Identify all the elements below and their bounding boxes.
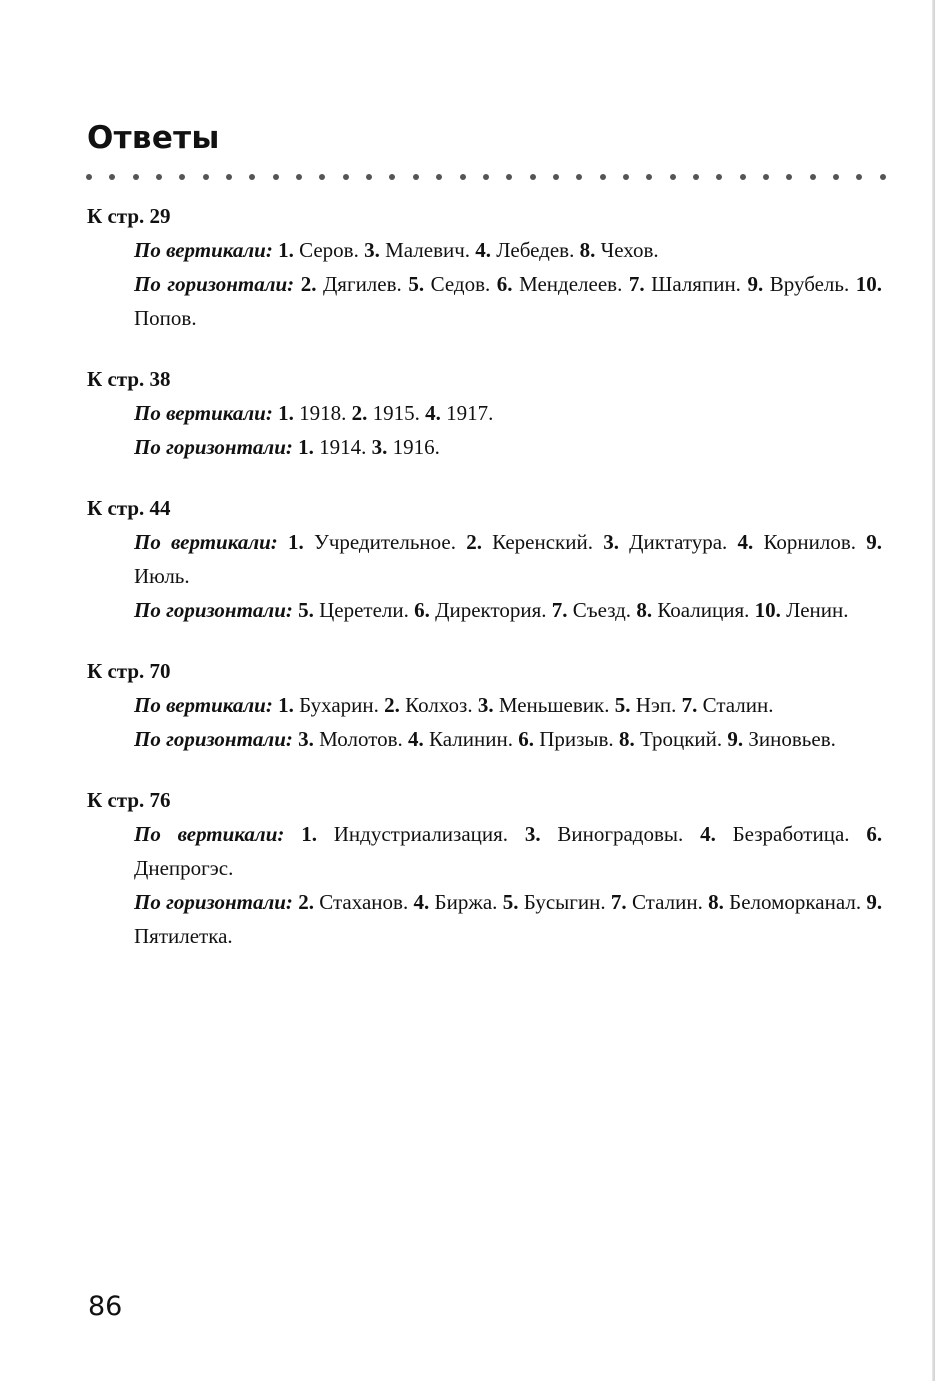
answer-word: Бухарин. [299,693,379,717]
answer-number: 3. [477,693,494,717]
answer-number: 6. [496,272,513,296]
answer-word: 1914. [319,435,367,459]
divider-dot [670,174,676,180]
divider-dot [296,174,302,180]
answer-word: Июль. [134,564,190,588]
answer-word: 1916. [392,435,440,459]
answer-word: Молотов. [319,727,403,751]
direction-label: По горизонтали: [134,890,293,914]
divider-dot [763,174,769,180]
answer-word: Малевич. [385,238,471,262]
answer-section [87,783,882,953]
answers-content [87,199,882,980]
answer-number: 10. [855,272,883,296]
answer-number: 1. [288,530,304,554]
answer-word: Шаляпин. [651,272,741,296]
answer-paragraph [134,885,882,953]
answer-number: 3. [364,238,380,262]
answer-word: Коалиция. [657,598,750,622]
answer-number: 2. [298,890,314,914]
divider-dot [740,174,746,180]
direction-label: По вертикали: [134,530,278,554]
answer-number: 8. [636,598,653,622]
answer-paragraph [134,233,882,267]
page-title: Ответы [87,120,220,156]
answer-paragraph [134,722,882,756]
answer-word: Керенский. [492,530,593,554]
direction-label: По горизонтали: [134,435,293,459]
answer-paragraph [134,430,882,464]
answer-word: Стаханов. [319,890,409,914]
answer-number: 8. [618,727,635,751]
divider-dot [343,174,349,180]
divider-dot [483,174,489,180]
answer-word: Директория. [435,598,547,622]
answer-number: 9. [866,890,883,914]
divider-dot [460,174,466,180]
divider-dot [133,174,139,180]
divider-dot [249,174,255,180]
answer-word: Колхоз. [405,693,473,717]
answer-section [87,491,882,627]
divider-dot [109,174,115,180]
answer-number: 1. [301,822,317,846]
answer-number: 4. [737,530,754,554]
answer-word: Биржа. [434,890,498,914]
answer-paragraph [134,817,882,885]
answer-word: Безработица. [732,822,850,846]
answer-number: 3. [371,435,388,459]
divider-dot [833,174,839,180]
direction-label: По вертикали: [134,238,273,262]
answer-word: Съезд. [572,598,632,622]
answer-word: Попов. [134,306,197,330]
divider-dot [856,174,862,180]
direction-label: По вертикали: [134,693,273,717]
divider-dot [810,174,816,180]
divider-dot [436,174,442,180]
answer-number: 1. [278,238,294,262]
divider-dot [179,174,185,180]
answer-section [87,199,882,335]
answer-word: Днепрогэс. [134,856,234,880]
answer-word: Учредительное. [313,530,456,554]
answer-number: 4. [425,401,441,425]
answer-number: 5. [502,890,519,914]
answer-number: 2. [466,530,482,554]
answer-word: Врубель. [769,272,850,296]
answer-word: Лебедев. [496,238,575,262]
answer-number: 9. [866,530,883,554]
answer-paragraph [134,267,882,335]
answer-number: 5. [408,272,425,296]
answer-word: Корнилов. [763,530,857,554]
section-heading: К стр. 76 [87,788,171,812]
divider-dot [413,174,419,180]
direction-label: По вертикали: [134,401,273,425]
divider-dot [716,174,722,180]
answer-number: 1. [298,435,314,459]
divider-dot [553,174,559,180]
answer-number: 5. [614,693,631,717]
divider-dot [86,174,92,180]
answer-word: Ленин. [786,598,849,622]
answer-number: 9. [747,272,764,296]
answer-word: Меньшевик. [498,693,610,717]
answer-word: Троцкий. [639,727,723,751]
answer-number: 4. [408,727,424,751]
answer-word: 1918. [299,401,347,425]
divider-dot [156,174,162,180]
answer-number: 4. [700,822,716,846]
section-heading: К стр. 38 [87,367,171,391]
answer-number: 7. [681,693,698,717]
section-heading: К стр. 70 [87,659,171,683]
answer-word: Бусыгин. [523,890,606,914]
answer-word: Призыв. [539,727,614,751]
answer-paragraph [134,593,882,627]
answer-word: Седов. [430,272,491,296]
answer-number: 6. [866,822,883,846]
divider-dot [203,174,209,180]
answer-word: Калинин. [429,727,513,751]
divider-dot [646,174,652,180]
answer-section [87,362,882,464]
answer-number: 6. [414,598,430,622]
answer-word: Серов. [299,238,359,262]
answer-paragraph [134,396,882,430]
answer-number: 3. [298,727,314,751]
divider-dot [226,174,232,180]
answer-word: Беломорканал. [729,890,862,914]
section-heading: К стр. 44 [87,496,171,520]
dotted-divider [86,172,886,182]
answer-number: 1. [278,401,294,425]
divider-dot [530,174,536,180]
answer-number: 2. [351,401,368,425]
answer-paragraph [134,525,882,593]
answer-word: Виноградовы. [557,822,684,846]
answer-number: 5. [298,598,314,622]
divider-dot [880,174,886,180]
answer-number: 9. [727,727,744,751]
answer-word: 1917. [446,401,494,425]
direction-label: По горизонтали: [134,727,293,751]
answer-word: Пятилетка. [134,924,233,948]
divider-dot [366,174,372,180]
answer-word: Зиновьев. [748,727,836,751]
answer-number: 3. [524,822,541,846]
answer-number: 2. [384,693,400,717]
divider-dot [506,174,512,180]
answer-word: Диктатура. [629,530,728,554]
answer-word: Сталин. [631,890,703,914]
divider-dot [786,174,792,180]
answer-number: 7. [551,598,568,622]
direction-label: По вертикали: [134,822,285,846]
answer-word: Менделеев. [519,272,623,296]
divider-dot [576,174,582,180]
answer-number: 6. [518,727,534,751]
section-heading: К стр. 29 [87,204,171,228]
answer-word: Нэп. [635,693,677,717]
direction-label: По горизонтали: [134,598,293,622]
answer-word: Чехов. [600,238,659,262]
answer-word: 1915. [372,401,420,425]
answer-number: 2. [300,272,317,296]
answer-word: Церетели. [319,598,409,622]
answer-number: 4. [475,238,492,262]
answer-number: 1. [278,693,294,717]
page-number: 86 [88,1291,123,1322]
answer-number: 7. [610,890,627,914]
divider-dot [623,174,629,180]
answer-number: 3. [603,530,619,554]
divider-dot [319,174,325,180]
direction-label: По горизонтали: [134,272,295,296]
answer-number: 7. [628,272,645,296]
answer-word: Сталин. [702,693,774,717]
answer-number: 8. [579,238,596,262]
answer-number: 8. [708,890,724,914]
answer-section [87,654,882,756]
divider-dot [600,174,606,180]
answer-number: 4. [413,890,430,914]
answer-number: 10. [754,598,781,622]
answer-word: Дягилев. [322,272,402,296]
divider-dot [389,174,395,180]
answer-paragraph [134,688,882,722]
divider-dot [273,174,279,180]
answer-word: Индустриализация. [333,822,509,846]
divider-dot [693,174,699,180]
